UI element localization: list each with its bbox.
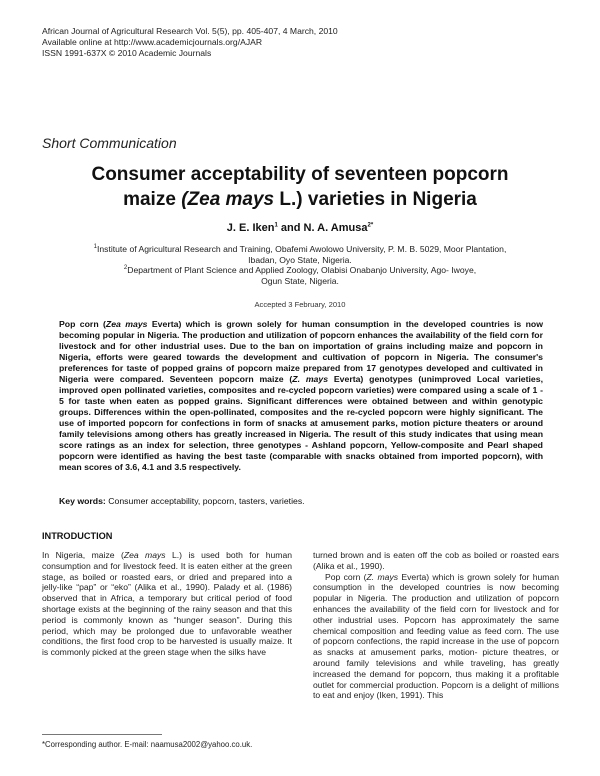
footnote-divider [42,734,162,735]
journal-issn: ISSN 1991-637X © 2010 Academic Journals [42,48,212,58]
author-affil-mark: 1 [274,222,278,229]
column-left [42,550,292,658]
title-text: L.) varieties in Nigeria [274,189,477,210]
paragraph: In Nigeria, maize (Zea mays L.) is used both for human consumption and for livestock feed. It is eaten either at the green stage, as boiled or roasted ears, or dried and prepared into a jelly-like “pap” or “eko” (Alika et al., 1990). Palady et al. (1986) observed that in Africa, a temporary but critical period of food shortage exists at the beginning of the rainy season and that this period is commonly known as “hunger season”. During this period, which may be prolonged due to unfavorable weather conditions, the first food crop to be harvested is usually maize. It is commonly picked at the green stage when the silks have [42,550,292,658]
affiliation-2-cont: Ogun State, Nigeria. [261,275,339,286]
author-name: J. E. Iken [226,222,275,234]
paragraph: turned brown and is eaten off the cob as boiled or roasted ears (Alika et al., 1990). [313,550,559,571]
journal-url[interactable]: Available online at http://www.academicjournals.org/AJAR [42,37,263,47]
keywords-text: Consumer acceptability, popcorn, tasters, varieties. [105,496,305,506]
title-species: (Zea mays [181,189,275,210]
keywords-label: Key words: [59,496,106,506]
abstract: Pop corn (Zea mays Everta) which is grown solely for human consumption in the developed countries is now becoming popular in Nigeria. The production and utilization of popcorn enhances the availability of the field corn for livestock and for other industrial uses. Due to the ban on importation of grains including maize and popcorn in Nigeria, efforts were geared towards the development and cultivation of popcorn in Nigeria. The consumer's preferences for taste of popped grains of popcorn maize prepared from 17 genotypes developed and cultivated in Nigeria were compared. Seventeen popcorn maize (Z. mays Everta) genotypes (unimproved Local varieties, improved open pollinated varieties, composites and re-cycled popcorn varieties) were compared using a scale of 1 - 5 for taste when eaten as popped grains. Significant differences were obtained between and within genotypic groups. Differences within the open-pollinated, composites and the re-cycled popcorn were highly significant. The use of imported popcorn for confections in form of snacks at amusement parks, motion picture theaters or around family televisions among others has greatly increased in Nigeria. The result of this study indicates that using mean score ratings as an index for selection, three genotypes - Ashland popcorn, Yellow-composite and Pearl shaped popcorn were identified as having the best taste (comparable with snacks obtained from imported popcorn), with mean scores of 3.6, 4.1 and 3.5 respectively. [59,319,543,472]
corresponding-author-footnote: *Corresponding author. E-mail: naamusa2002@yahoo.co.uk. [42,740,253,749]
author-list [40,222,560,234]
affiliation-1: $^1$Institute of Agricultural Research and Training, Obafemi Awolowo University, P. M. B. 5029, Moor Plantation, [93,244,507,254]
paper-title [40,162,560,212]
article-type: Short Communication [42,135,177,151]
title-line-1: Consumer acceptability of seventeen popcorn [91,164,509,185]
column-right [313,550,559,701]
affiliation-2: $^2$Department of Plant Science and Applied Zoology, Olabisi Onabanjo University, Ago- Iwoye, [123,265,477,275]
journal-citation: African Journal of Agricultural Research Vol. 5(5), pp. 405-407, 4 March, 2010 [42,26,338,36]
title-line-2 [40,187,560,212]
affiliation-1-cont: Ibadan, Oyo State, Nigeria. [248,254,352,265]
accepted-date: Accepted 3 February, 2010 [254,300,346,309]
paragraph: Pop corn (Z. mays Everta) which is grown solely for human consumption in the developed countries is now becoming popular in Nigeria. The production and utilization of popcorn enhances the availability of the field corn for livestock and for other industrial uses. Popcorn has approximately the same chemical composition and feeding value as feed corn. The use of popcorn confections, the rapid increase in the use of popcorn as snacks at amusement parks, motion- picture theatres, or around family televisions and while traveling, has greatly increased the demand for popcorn, thus making it a profitable outlet for commercial production. Popcorn is a delight of millions to eat and enjoy (Iken, 1991). This [313,571,559,701]
author-affil-mark: 2* [367,222,374,229]
keywords [59,496,543,507]
section-heading: INTRODUCTION [42,531,113,541]
title-text: maize [123,189,182,210]
author-joiner: and [277,222,304,234]
author-name: N. A. Amusa [303,222,368,234]
affiliations [60,244,540,286]
journal-header [42,26,338,59]
